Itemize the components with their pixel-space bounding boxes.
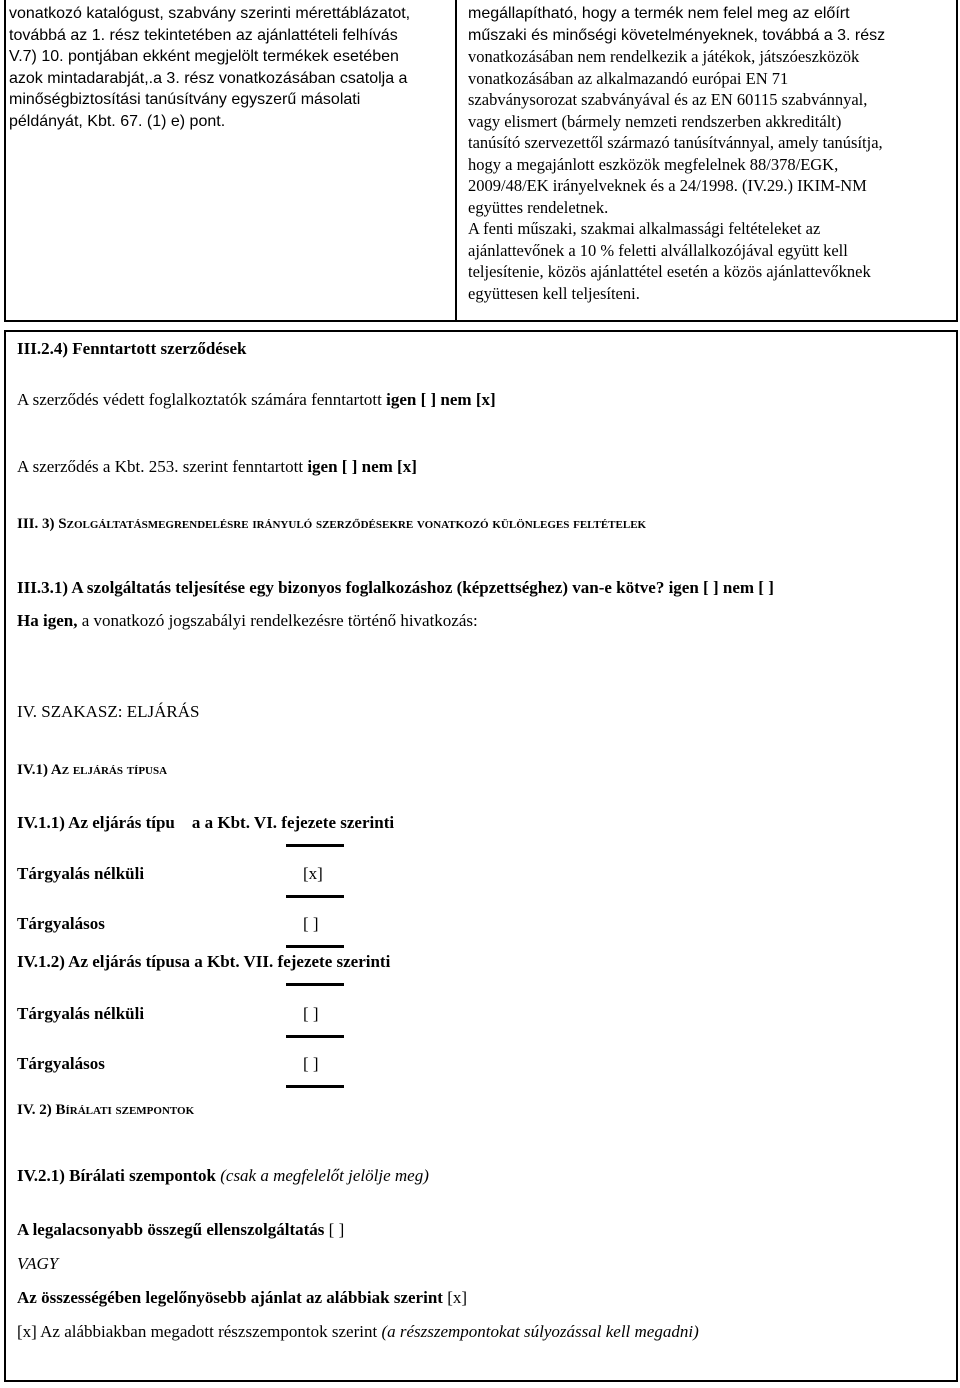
text-line: műszaki és minőségi követelményeknek, továbbá a 3. rész — [468, 26, 886, 44]
row-divider — [286, 1035, 344, 1038]
heading-rest: z eljárás típusa — [61, 762, 168, 778]
lowest-price-choice: [ ] — [324, 1220, 345, 1239]
text-line: teljesítenie, közös ajánlattétel esetén a közös ajánlattevőknek — [468, 262, 871, 281]
text-line: vonatkozásában az alkalmazandó európai EN 71 — [468, 68, 789, 88]
row-label: Tárgyalásos — [17, 1054, 105, 1073]
subheading-iv-1-2: IV.1.2) Az eljárás típusa a Kbt. VII. fejezete szerinti — [17, 952, 391, 971]
section-heading-iv: IV. SZAKASZ: ELJÁRÁS — [17, 702, 200, 721]
subcriteria-text: [x] Az alábbiakban megadott részszempontok szerint — [17, 1322, 382, 1341]
question-iii-3-1: III.3.1) A szolgáltatás teljesítése egy bizonyos foglalkozáshoz (képzettséghez) van-e kötve? igen [ ] nem [ ] — [17, 578, 774, 597]
text-line: példányát, Kbt. 67. (1) e) pont. — [9, 112, 226, 130]
or-text: VAGY — [17, 1254, 59, 1273]
row-label: Tárgyalás nélküli — [17, 1004, 145, 1023]
reserved-kbt253-line — [17, 457, 417, 477]
row-label: Tárgyalás nélküli — [17, 864, 145, 883]
reserved-protected-choice: igen [ ] nem [x] — [386, 390, 496, 409]
row-divider — [286, 1085, 344, 1088]
heading-prefix: IV.1) A — [17, 762, 62, 778]
top-left-cell — [9, 3, 449, 133]
top-right-cell — [468, 3, 954, 304]
section-heading-iii-2-4: III.2.4) Fenntartott szerződések — [17, 339, 247, 358]
text-line: V.7) 10. pontjában ekként megjelölt termékek esetében — [9, 48, 399, 66]
reserved-kbt253-text: A szerződés a Kbt. 253. szerint fenntartott — [17, 457, 308, 476]
text-line: szabványsorozat szabványával és az EN 60115 szabvánnyal, — [468, 90, 868, 109]
row-value: [x] — [303, 864, 323, 883]
row-divider — [286, 895, 344, 898]
section-heading-iii-3 — [17, 516, 646, 533]
lowest-price-label: A legalacsonyabb összegű ellenszolgáltatás — [17, 1220, 325, 1239]
reserved-protected-text: A szerződés védett foglalkoztatók számára fenntartott — [17, 390, 387, 409]
text-line: A fenti műszaki, szakmai alkalmassági feltételeket az — [468, 219, 821, 238]
row-value: [ ] — [303, 1004, 319, 1023]
if-yes-line — [17, 611, 478, 631]
if-yes-label: Ha igen, — [17, 611, 78, 630]
row-divider — [286, 844, 344, 847]
row-value: [ ] — [303, 914, 319, 933]
subcriteria-line — [17, 1322, 699, 1342]
heading-prefix: III. 3) S — [17, 516, 67, 532]
text-line: vonatkozó katalógust, szabvány szerinti mérettáblázatot, — [9, 5, 411, 22]
heading-rest: írálati szempontok — [65, 1102, 195, 1118]
text-line: együttes rendeletnek. — [468, 197, 609, 217]
row-value: [ ] — [303, 1054, 319, 1073]
if-yes-text: a vonatkozó jogszabályi rendelkezésre történő hivatkozás: — [77, 611, 478, 630]
row-divider — [286, 983, 344, 986]
subheading-iv-2-1 — [17, 1166, 429, 1186]
text-line: vagy elismert (bármely nemzeti rendszerben akkreditált) — [468, 111, 842, 131]
best-value-label: Az összességében legelőnyösebb ajánlat az alábbiak szerint — [17, 1288, 443, 1307]
criteria-heading: IV.2.1) Bírálati szempontok — [17, 1166, 216, 1185]
text-line: továbbá az 1. rész tekintetében az ajánlattételi felhívás — [9, 26, 398, 44]
top-table-divider — [455, 0, 457, 322]
heading-rest: zolgáltatásmegrendelésre irányuló szerződésekre vonatkozó különleges feltételek — [66, 516, 647, 532]
subheading-iv-1-1: IV.1.1) Az eljárás típu a a Kbt. VI. fejezete szerinti — [17, 813, 395, 832]
text-line: azok mintadarabját,.a 3. rész vonatkozásában csatolja a — [9, 69, 408, 87]
text-line: megállapítható, hogy a termék nem felel meg az előírt — [468, 5, 850, 22]
text-line: ajánlattevőnek a 10 % feletti alvállalkozójával együtt kell — [468, 240, 848, 260]
best-value-choice: [x] — [442, 1288, 468, 1307]
text-line: hogy a megajánlott eszközök megfelelnek 88/378/EGK, — [468, 154, 839, 174]
text-line: együttesen kell teljesíteni. — [468, 283, 640, 303]
text-line: 2009/48/EK irányelveknek és a 24/1998. (IV.29.) IKIM-NM — [468, 176, 867, 195]
section-heading-iv-1 — [17, 762, 167, 779]
lowest-price-line — [17, 1220, 344, 1240]
reserved-protected-line — [17, 390, 496, 410]
heading-prefix: IV. 2) B — [17, 1102, 66, 1118]
row-label: Tárgyalásos — [17, 914, 105, 933]
reserved-kbt253-choice: igen [ ] nem [x] — [307, 457, 417, 476]
subcriteria-note: (a részszempontokat súlyozással kell megadni) — [381, 1322, 699, 1341]
criteria-note: (csak a megfelelőt jelölje meg) — [215, 1166, 429, 1185]
best-value-line — [17, 1288, 467, 1308]
text-line: tanúsító szervezettől származó tanúsítvánnyal, amely tanúsítja, — [468, 133, 883, 152]
text-line: minőségbiztosítási tanúsítvány egyszerű másolati — [9, 91, 361, 109]
text-line: vonatkozásában nem rendelkezik a játékok, játszóeszközök — [468, 47, 860, 66]
row-divider — [286, 945, 344, 948]
section-heading-iv-2 — [17, 1102, 194, 1119]
